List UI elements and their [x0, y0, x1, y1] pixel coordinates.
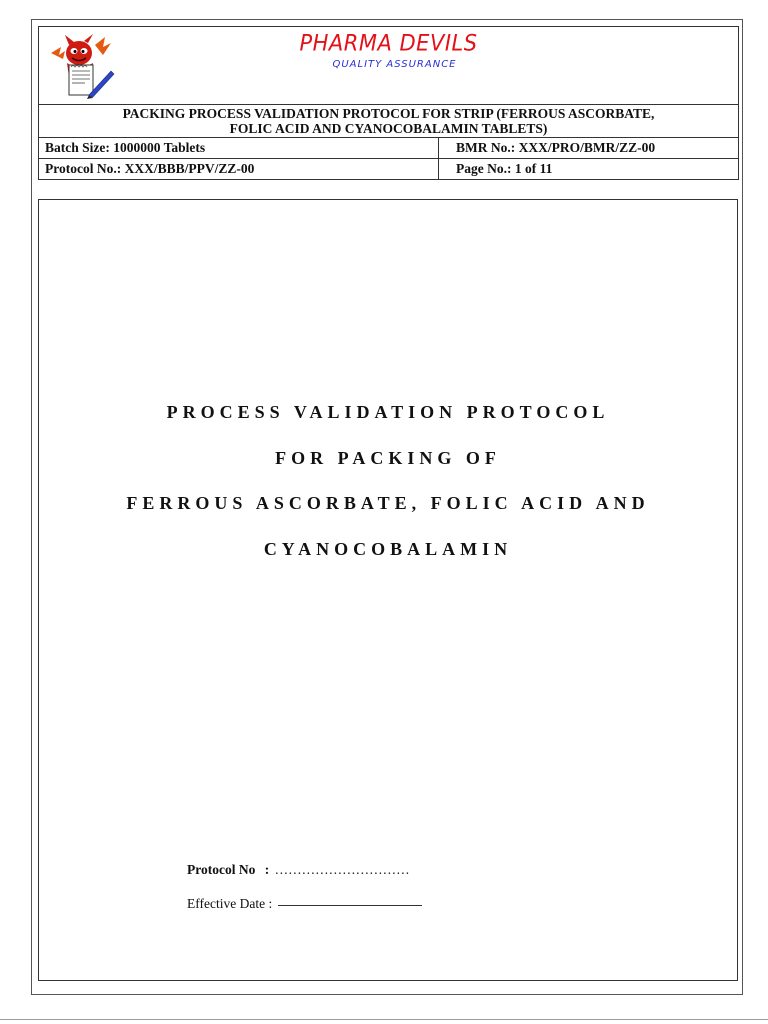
page-number-label: Page No.:: [456, 161, 512, 176]
brand-cell: [39, 27, 739, 105]
cover-title-line-4: CYANOCOBALAMIN: [263, 539, 513, 559]
brand-name: PHARMA DEVILS: [299, 30, 478, 56]
protocol-no-value: …………………………: [274, 862, 410, 877]
brand-tagline: QUALITY ASSURANCE: [332, 59, 457, 70]
page-number-value: 1 of 11: [514, 161, 553, 176]
protocol-no-line: [187, 862, 410, 878]
cover-title-line-1: PROCESS VALIDATION PROTOCOL: [166, 402, 610, 422]
bmr-number-cell: [439, 138, 739, 159]
document-title-line-1: PACKING PROCESS VALIDATION PROTOCOL FOR STRIP (FERROUS ASCORBATE,: [122, 106, 655, 121]
bmr-number-value: XXX/PRO/BMR/ZZ-00: [518, 140, 656, 155]
bmr-number-label: BMR No.:: [456, 140, 516, 155]
protocol-number-cell: [39, 159, 439, 180]
effective-date-blank-line: [278, 905, 422, 906]
batch-size-value: 1000000 Tablets: [113, 140, 206, 155]
document-title-line-2: FOLIC ACID AND CYANOCOBALAMIN TABLETS): [229, 121, 548, 136]
protocol-no-label: Protocol No: [187, 862, 256, 877]
document-title-cell: [39, 105, 739, 138]
cover-content-box: [38, 199, 738, 981]
protocol-number-label: Protocol No.:: [45, 161, 122, 176]
protocol-no-separator: :: [264, 862, 270, 877]
cover-title-line-2: FOR PACKING OF: [275, 448, 501, 468]
batch-size-label: Batch Size:: [45, 140, 110, 155]
page-bottom-divider: [0, 1019, 768, 1020]
effective-date-line: [187, 896, 422, 912]
batch-size-cell: [39, 138, 439, 159]
page-number-cell: [439, 159, 739, 180]
effective-date-label: Effective Date :: [187, 896, 273, 911]
protocol-number-value: XXX/BBB/PPV/ZZ-00: [124, 161, 255, 176]
cover-title-line-3: FERROUS ASCORBATE, FOLIC ACID AND: [126, 493, 650, 513]
document-header-table: [38, 26, 739, 180]
